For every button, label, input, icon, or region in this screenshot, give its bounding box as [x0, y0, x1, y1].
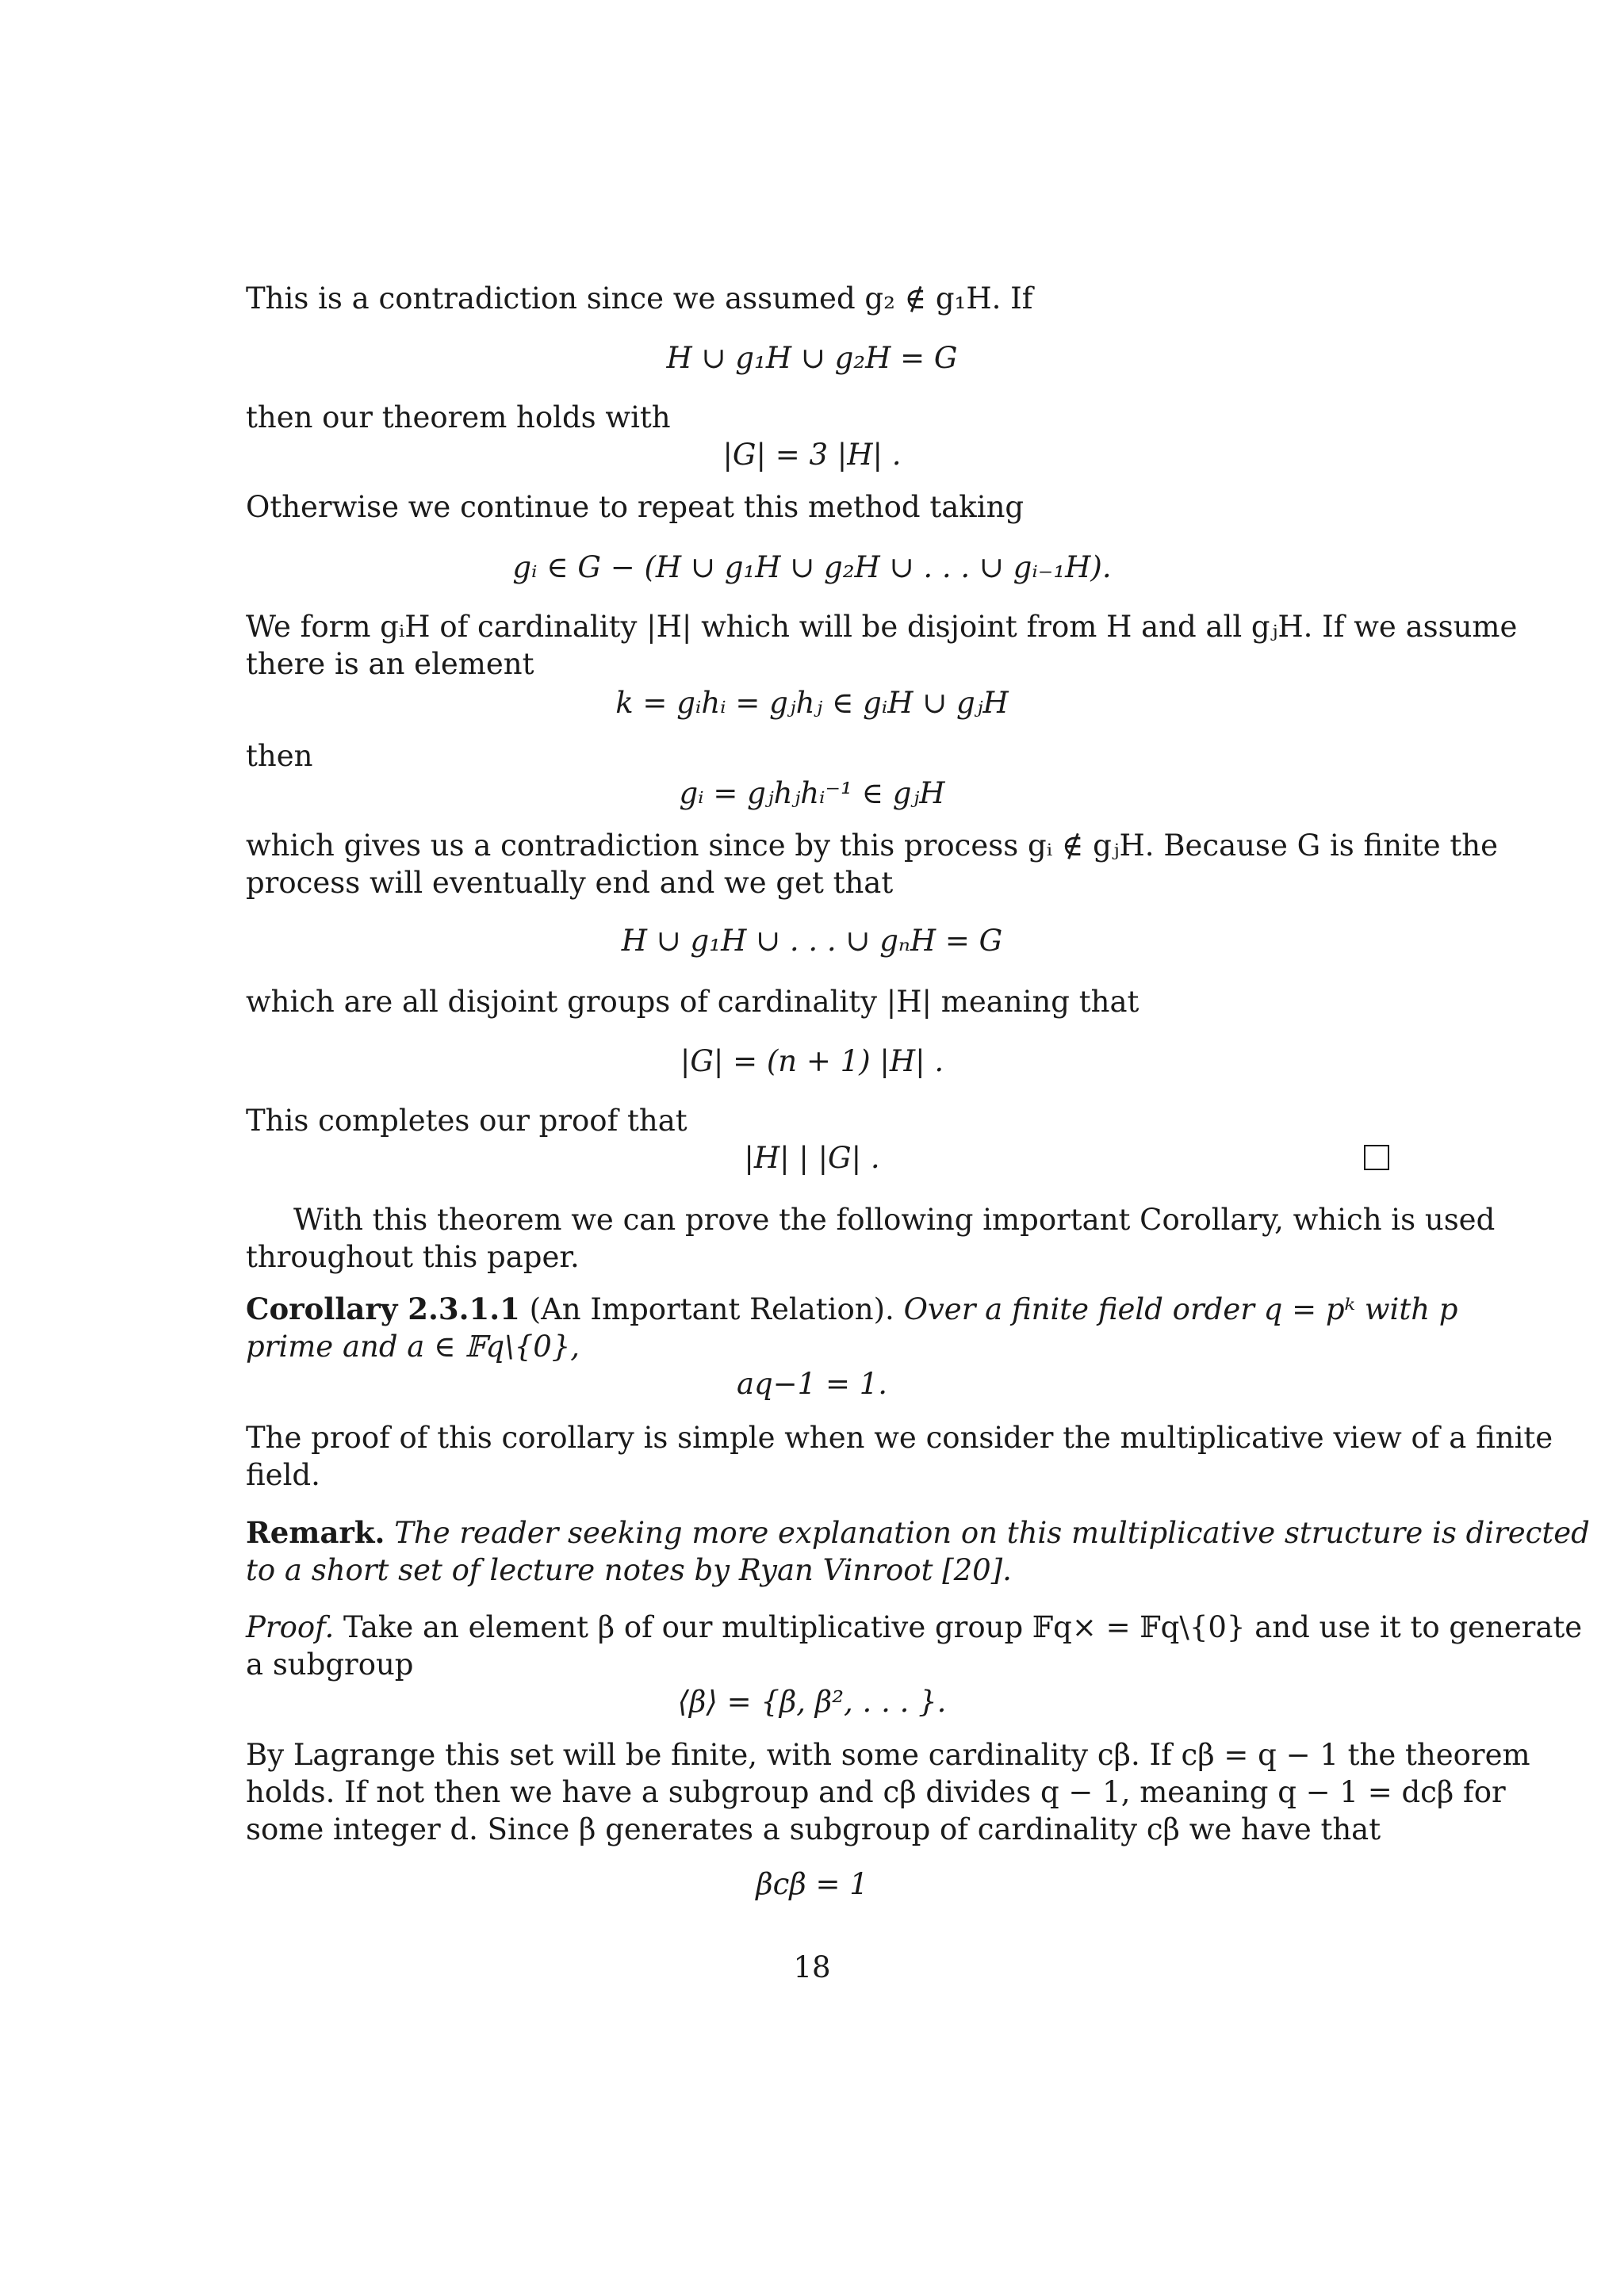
text-line: some integer d. Since β generates a subgroup of cardinality cβ we have that	[246, 1812, 1381, 1846]
text-line: This is a contradiction since we assumed g₂ ∉ g₁H. If	[246, 281, 1033, 316]
remark-text: The reader seeking more explanation on this multiplicative structure is directed	[394, 1516, 1590, 1550]
text-line: field.	[246, 1458, 320, 1492]
remark-line-1	[246, 1514, 1590, 1552]
remark-label: Remark.	[246, 1515, 385, 1550]
qed-box-icon	[1364, 1145, 1389, 1170]
text-line: there is an element	[246, 647, 534, 681]
text-line: process will eventually end and we get that	[246, 866, 894, 900]
page-number: 18	[793, 1950, 831, 1984]
corollary-text: Over a finite field order q = pᵏ with p	[903, 1292, 1458, 1326]
text-line: then	[246, 739, 313, 773]
text-line: a subgroup	[246, 1647, 414, 1682]
equation: gᵢ ∈ G − (H ∪ g₁H ∪ g₂H ∪ . . . ∪ gᵢ₋₁H).	[512, 550, 1112, 584]
proof-text: Take an element β of our multiplicative group 𝔽q× = 𝔽q\{0} and use it to generate	[343, 1610, 1583, 1644]
equation: |H| | |G| .	[744, 1141, 880, 1175]
text-line: By Lagrange this set will be finite, with some cardinality cβ. If cβ = q − 1 the theorem	[246, 1738, 1530, 1772]
text-line: which gives us a contradiction since by this process gᵢ ∉ gⱼH. Because G is finite the	[246, 828, 1499, 863]
corollary-label: Corollary 2.3.1.1	[246, 1292, 520, 1326]
text-line: With this theorem we can prove the following important Corollary, which is used	[293, 1203, 1496, 1237]
text-line: then our theorem holds with	[246, 400, 671, 434]
remark-line-2: to a short set of lecture notes by Ryan Vinroot [20].	[246, 1553, 1012, 1587]
equation: aq−1 = 1.	[736, 1367, 888, 1401]
text-line: Otherwise we continue to repeat this method taking	[246, 490, 1025, 524]
text-line: holds. If not then we have a subgroup and cβ divides q − 1, meaning q − 1 = dcβ for	[246, 1775, 1506, 1809]
text-line: This completes our proof that	[246, 1104, 688, 1138]
equation: H ∪ g₁H ∪ . . . ∪ gₙH = G	[621, 924, 1003, 958]
corollary-line-1	[246, 1291, 1458, 1328]
equation: |G| = 3 |H| .	[722, 438, 902, 472]
proof-line-1	[246, 1609, 1583, 1646]
equation: βcβ = 1	[756, 1867, 868, 1901]
equation: gᵢ = gⱼhⱼhᵢ⁻¹ ∈ gⱼH	[679, 776, 945, 810]
text-line: The proof of this corollary is simple when we consider the multiplicative view of a finite	[246, 1421, 1553, 1455]
equation: k = gᵢhᵢ = gⱼhⱼ ∈ gᵢH ∪ gⱼH	[615, 686, 1009, 720]
text-line: which are all disjoint groups of cardinality |H| meaning that	[246, 985, 1139, 1019]
corollary-name: (An Important Relation).	[529, 1292, 894, 1326]
equation: H ∪ g₁H ∪ g₂H = G	[666, 341, 958, 375]
text-line: We form gᵢH of cardinality |H| which will be disjoint from H and all gⱼH. If we assume	[246, 610, 1518, 644]
equation: ⟨β⟩ = {β, β², . . . }.	[677, 1685, 947, 1719]
corollary-line-2: prime and a ∈ 𝔽q\{0},	[246, 1330, 580, 1364]
equation: |G| = (n + 1) |H| .	[680, 1044, 944, 1078]
proof-label: Proof.	[246, 1610, 335, 1644]
text-line: throughout this paper.	[246, 1240, 580, 1274]
